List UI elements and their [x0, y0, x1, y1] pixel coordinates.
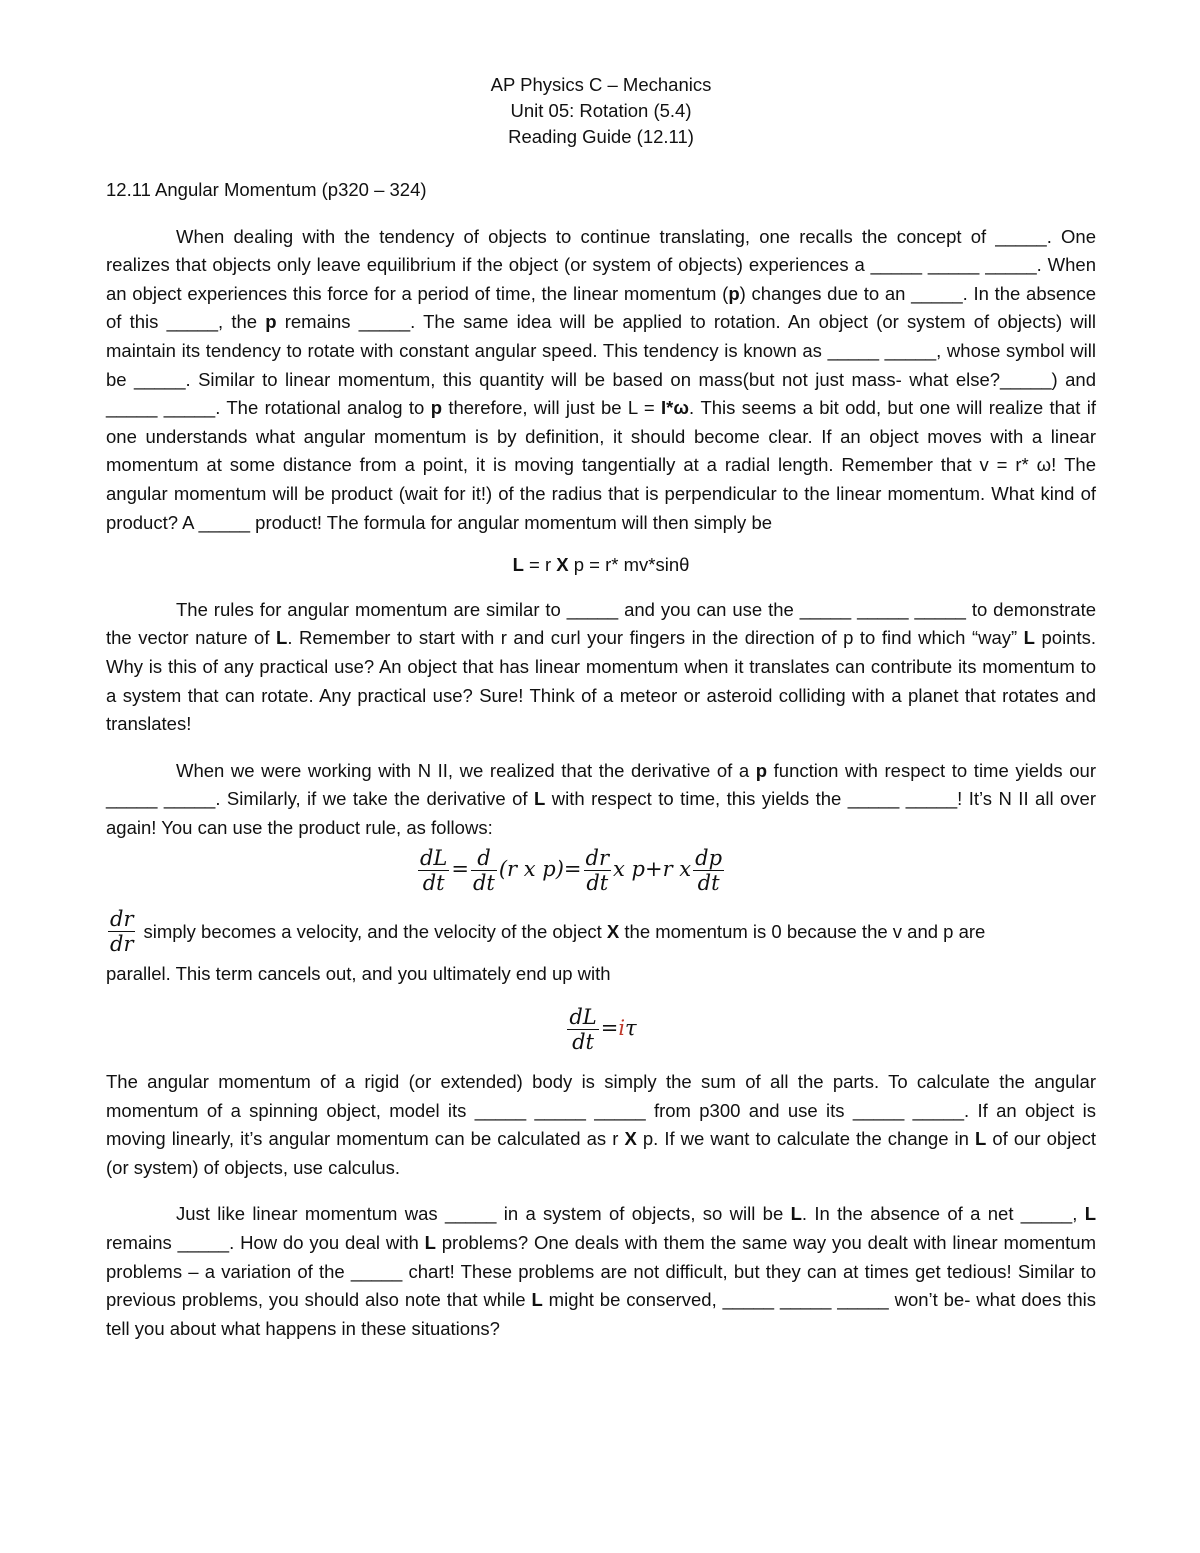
fraction-dp-dt [693, 846, 724, 895]
equals-sign: = [451, 857, 469, 882]
paragraph-4 [106, 1068, 1096, 1182]
torque-equation [106, 1005, 1096, 1054]
paragraph-3 [106, 757, 1096, 843]
numerator: d [471, 846, 497, 871]
bold-L: L [276, 627, 288, 649]
text: Just like linear momentum was _____ in a system of objects, so will be [176, 1203, 791, 1225]
text: = r [523, 554, 557, 576]
bold-L: L [975, 1128, 987, 1150]
tau-symbol: τ [625, 1016, 637, 1041]
denominator: dt [422, 871, 445, 896]
text: function with respect to time yields our _____ _____. Similarly, if we take the derivative of [106, 759, 1096, 810]
denominator: dt [472, 871, 495, 896]
text: of our object (or system) of objects, use calculus. [106, 1128, 1096, 1178]
fraction-d-dt [471, 846, 497, 895]
course-title: AP Physics C – Mechanics [490, 74, 712, 95]
denominator: dt [572, 1030, 594, 1055]
text: might be conserved, _____ _____ _____ won’t be- what does this tell you about what happens in these situations? [106, 1289, 1097, 1339]
paragraph-1 [106, 223, 1096, 538]
numerator: dr [585, 846, 610, 871]
denominator: dt [586, 871, 609, 896]
text: simply becomes a velocity, and the velocity of the object [143, 920, 607, 942]
bold-p: p [265, 311, 277, 333]
text: p. If we want to calculate the change in [636, 1128, 975, 1150]
text: the momentum is 0 because the v and p are [619, 920, 986, 942]
bold-L: L [531, 1289, 543, 1311]
text: problems? One deals with them the same way you dealt with linear momentum problems – a variation of the _____ chart! These problems are not difficult, but they can at times get tedious! Similar to previous problems, you should also note that while [106, 1232, 1097, 1311]
numerator: dp [695, 846, 723, 871]
section-title: 12.11 Angular Momentum (p320 – 324) [106, 179, 427, 200]
equals-sign: = [600, 1016, 619, 1041]
text: The angular momentum of a rigid (or extended) body is simply the sum of all the parts. To calculate the angular momentum of a spinning object, model its _____ _____ _____ from p300 and use its _____ _____. If an object is moving linearly, it’s angular momentum can be calculated as r [106, 1071, 1096, 1150]
fraction-dr-dt [584, 846, 611, 895]
denominator: dt [697, 871, 720, 896]
bold-L: L [1084, 1203, 1096, 1225]
bold-p: p [430, 397, 442, 419]
numerator: dr [110, 907, 134, 932]
product-rule-equation [106, 846, 1096, 895]
unit-title: Unit 05: Rotation (5.4) [510, 100, 692, 121]
fraction-dL-dt [418, 846, 449, 895]
text: points. Why is this of any practical use? An object that has linear momentum when it translates can contribute its momentum to a system that can rotate. Any practical use? Sure! Think of a meteor or asteroid colliding with a planet that rotates and translates! [106, 627, 1096, 735]
fraction-dr-dr [108, 907, 135, 956]
bold-L: L [1023, 627, 1035, 649]
text: with respect to time, this yields the _____ _____! It’s N II all over again! You can use the product rule, as follows: [106, 788, 1096, 838]
bold-i-omega: I*ω [661, 397, 689, 419]
text: therefore, will just be L = [442, 397, 662, 419]
paragraph-2 [106, 596, 1096, 739]
bold-x: X [556, 554, 569, 576]
bold-L: L [512, 554, 524, 576]
document-header [106, 72, 1096, 150]
bold-p: p [728, 282, 740, 304]
text: . Remember to start with r and curl your fingers in the direction of p to find which “way” [287, 627, 1024, 649]
text: remains _____. How do you deal with [106, 1232, 425, 1254]
text: When dealing with the tendency of objects to continue translating, one recalls the concept of _____. One realizes that objects only leave equilibrium if the object (or system of objects) experiences a _____ _____ _____. When an object experiences this force for a period of time, the linear momentum ( [106, 225, 1096, 304]
text: When we were working with N II, we realized that the derivative of a [176, 759, 756, 781]
text: . This seems a bit odd, but one will realize that if one understands what angular momentum is by definition, it should become clear. If an object moves with a linear momentum at some distance from a point, it is moving tangentially at a radial length. Remember that v = r* ω! The angular momentum will be product (wait for it!) of the radius that is perpendicular to the linear momentum. What kind of product? A _____ product! The formula for angular momentum will then simply be [106, 397, 1096, 533]
fraction-dL-dt [567, 1005, 598, 1054]
bold-x: X [606, 920, 620, 942]
parallel-line: parallel. This term cancels out, and you ultimately end up with [106, 963, 611, 985]
paragraph-5 [106, 1200, 1096, 1343]
red-i: i [618, 1016, 626, 1041]
text: remains _____. The same idea will be applied to rotation. An object (or system of objects) will maintain its tendency to rotate with constant angular speed. This tendency is known as _____ _____, whose symbol will be _____. Similar to linear momentum, this quantity will be based on mass(but not just mass- what else?_____) and _____ _____. The rotational analog to [106, 311, 1096, 419]
bold-L: L [790, 1203, 802, 1225]
text: p = r* mv*sinθ [568, 554, 690, 576]
bold-p: p [755, 759, 768, 781]
cross-product-term: (r x p)= [498, 857, 582, 882]
middle-term: x p+r x [613, 857, 692, 882]
numerator: dL [569, 1005, 597, 1030]
bold-L: L [533, 788, 546, 810]
dr-dr-line [106, 907, 1096, 956]
text: ) changes due to an _____. In the absence of this _____, the [106, 282, 1096, 333]
numerator: dL [419, 846, 448, 871]
guide-title: Reading Guide (12.11) [508, 126, 694, 147]
document-page [106, 72, 1096, 1343]
dr-explanation [143, 918, 985, 947]
text: . In the absence of a net _____, [801, 1203, 1085, 1225]
bold-x: X [624, 1128, 637, 1150]
bold-L: L [424, 1232, 436, 1254]
text: The rules for angular momentum are similar to _____ and you can use the _____ _____ _____ to demonstrate the vector nature of [106, 598, 1096, 649]
denominator: dr [110, 932, 134, 957]
angular-momentum-formula [106, 551, 1096, 580]
